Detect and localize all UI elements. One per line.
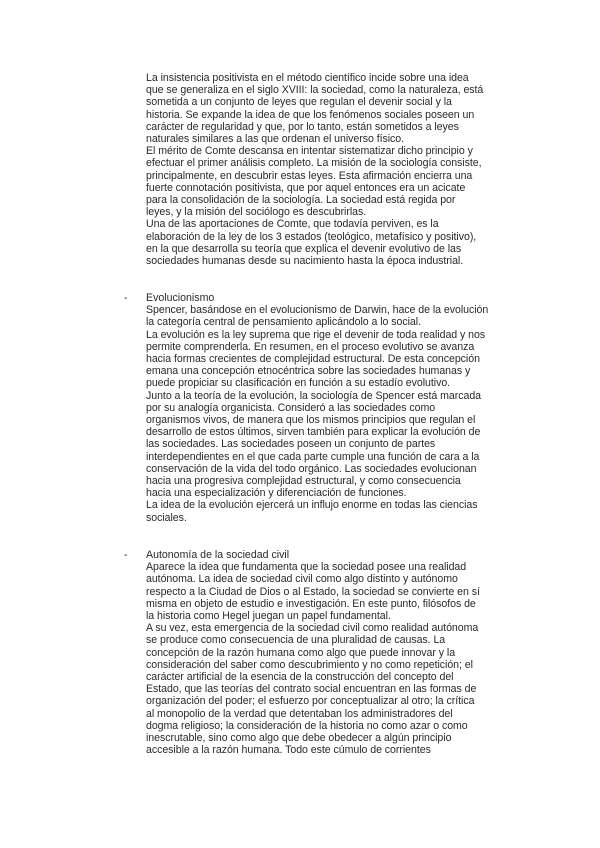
text-line: Spencer, basándose en el evolucionismo de Darwin, hace de la evolución — [146, 304, 489, 317]
text-line: respecto a la Ciudad de Dios o al Estado, la sociedad se convierte en sí — [146, 585, 480, 598]
text-line: en la que desarrolla su teoría que explica el devenir evolutivo de las — [146, 242, 462, 255]
text-line: autónoma. La idea de sociedad civil como algo distinto y autónomo — [146, 573, 458, 586]
text-line: consideración del saber como descubrimiento y no como repetición; el — [146, 658, 473, 671]
text-line: Aparece la idea que fundamenta que la sociedad posee una realidad — [146, 561, 467, 574]
list-bullet: - — [124, 549, 128, 561]
section-evolucionismo — [146, 292, 518, 524]
text-line: historia. Se expande la idea de que los fenómenos sociales poseen un — [146, 108, 475, 121]
text-line: sociales. — [146, 511, 187, 524]
text-line: dogma religioso; la consideración de la historia no como azar o como — [146, 719, 468, 732]
section-autonomia-sociedad-civil — [146, 549, 518, 756]
text-line: inescrutable, sino como algo que debe obedecer a algún principio — [146, 732, 452, 745]
text-line: hacia formas crecientes de complejidad estructural. De esta concepción — [146, 353, 480, 366]
text-line: la categoría central de pensamiento aplicándolo a lo social. — [146, 316, 421, 329]
text-line: Junto a la teoría de la evolución, la sociología de Spencer está marcada — [146, 389, 482, 402]
text-line: conservación de la vida del todo orgánico. Las sociedades evolucionan — [146, 462, 477, 475]
list-bullet: - — [124, 292, 128, 304]
text-line: se produce como consecuencia de una pluralidad de causas. La — [146, 634, 446, 647]
section-heading: Evolucionismo — [146, 292, 215, 304]
text-line: principalmente, en descubrir estas leyes. Esta afirmación encierra una — [146, 169, 473, 182]
text-line: emana una concepción etnocéntrica sobre las sociedades humanas y — [146, 365, 471, 378]
text-line: La idea de la evolución ejercerá un influjo enorme en todas las ciencias — [146, 499, 478, 512]
text-line: leyes, y la misión del sociólogo es descubrirlas. — [146, 206, 367, 219]
text-line: sometida a un conjunto de leyes que regulan el devenir social y la — [146, 96, 452, 109]
text-line: Estado, que las teorías del contrato social encuentran en las formas de — [146, 683, 477, 696]
text-line: carácter de regularidad y que, por lo tanto, están sometidos a leyes — [146, 120, 459, 133]
text-line: organización del poder; el esfuerzo por conceptualizar al otro; la crítica — [146, 695, 475, 708]
text-line: desarrollo de estos últimos, sirven también para explicar la evolución de — [146, 426, 481, 439]
intro-paragraphs — [146, 72, 518, 267]
text-line: Una de las aportaciones de Comte, que todavía perviven, es la — [146, 218, 439, 231]
text-line: que se generaliza en el siglo XVIII: la sociedad, como la naturaleza, está — [146, 84, 484, 97]
text-line: para la consolidación de la sociología. La sociedad está regida por — [146, 194, 456, 207]
text-line: efectuar el primer análisis completo. La misión de la sociología consiste, — [146, 157, 482, 170]
text-line: naturales similares a las que ordenan el universo físico. — [146, 133, 405, 146]
text-line: concepción de la razón humana como algo que puede innovar y la — [146, 646, 456, 659]
text-line: fuerte connotación positivista, que por aquel entonces era un acicate — [146, 181, 466, 194]
text-line: las sociedades. Las sociedades poseen un conjunto de partes — [146, 438, 436, 451]
text-line: permite comprenderla. En resumen, en el proceso evolutivo se avanza — [146, 340, 475, 353]
text-line: organismos vivos, de manera que los mismos principios que regulan el — [146, 414, 476, 427]
text-line: accesible a la razón humana. Todo este cúmulo de corrientes — [146, 744, 431, 757]
text-line: por su analogía organicista. Consideró a las sociedades como — [146, 401, 436, 414]
section-heading: Autonomía de la sociedad civil — [146, 549, 290, 561]
text-line: sociedades humanas desde su nacimiento hasta la época industrial. — [146, 255, 464, 268]
text-line: A su vez, esta emergencia de la sociedad civil como realidad autónoma — [146, 622, 479, 635]
text-line: al monopolio de la verdad que detentaban los administradores del — [146, 707, 453, 720]
text-line: El mérito de Comte descansa en intentar sistematizar dicho principio y — [146, 145, 473, 158]
text-line: la historia como Hegel juegan un papel fundamental. — [146, 610, 391, 623]
text-line: hacia una progresiva complejidad estructural, y como consecuencia — [146, 475, 461, 488]
text-line: carácter artificial de la esencia de la construcción del concepto del — [146, 671, 454, 684]
text-line: elaboración de la ley de los 3 estados (teológico, metafísico y positivo), — [146, 230, 477, 243]
text-line: puede propiciar su clasificación en función a su estadío evolutivo. — [146, 377, 451, 390]
text-line: hacia una especialización y diferenciación de funciones. — [146, 487, 407, 500]
text-line: La evolución es la ley suprema que rige el devenir de toda realidad y nos — [146, 328, 486, 341]
text-line: La insistencia positivista en el método científico incide sobre una idea — [146, 72, 469, 84]
text-line: interdependientes en el que cada parte cumple una función de cara a la — [146, 450, 480, 463]
text-line: misma en objeto de estudio e investigación. En este punto, filósofos de — [146, 597, 476, 610]
